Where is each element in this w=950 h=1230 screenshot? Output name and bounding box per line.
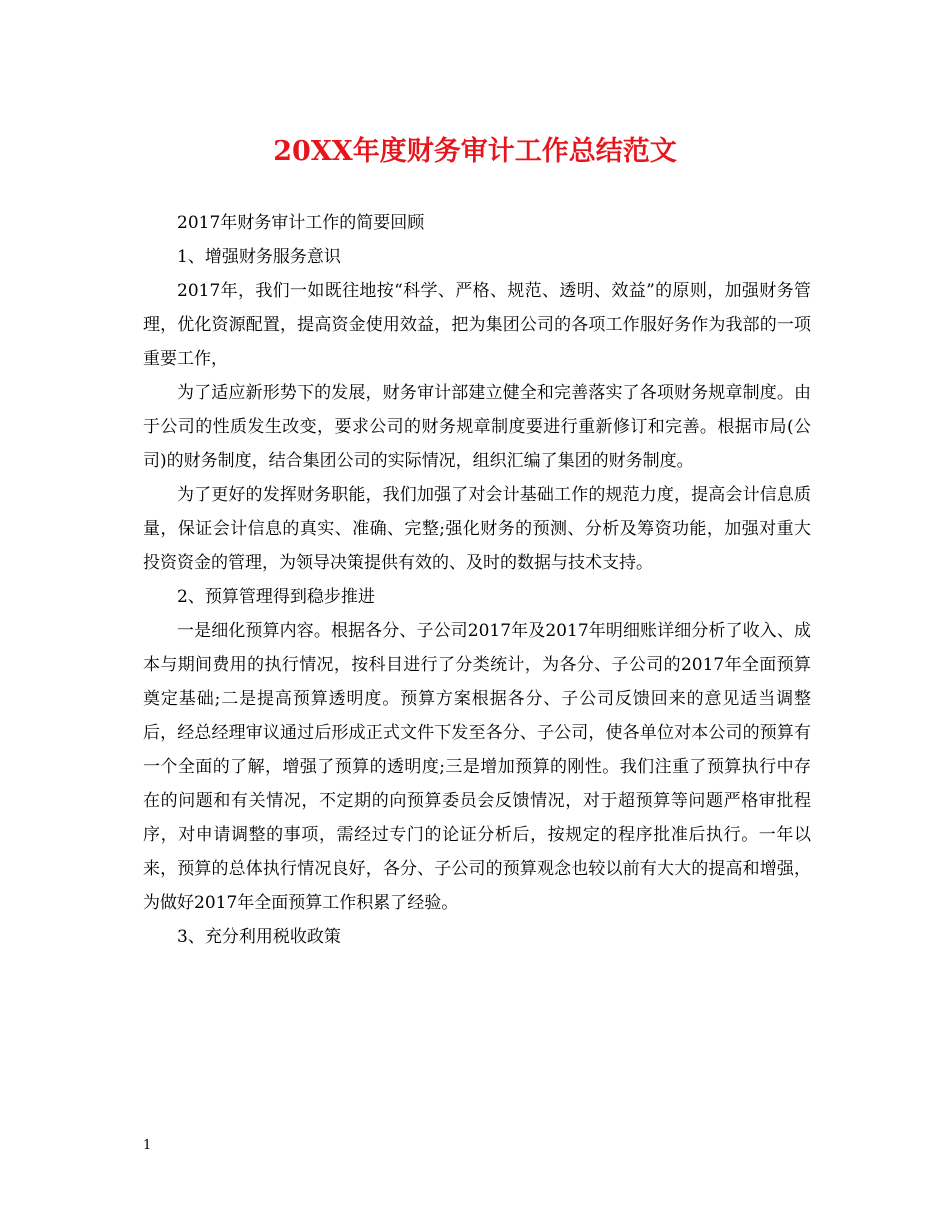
page-number: 1 — [143, 1138, 152, 1153]
paragraph-section-2-text: 一是细化预算内容。根据各分、子公司2017年及2017年明细账详细分析了收入、成本与期间费用的执行情况，按科目进行了分类统计，为各分、子公司的2017年全面预算奠定基础;二是提高预算透明度。预算方案根据各分、子公司反馈回来的意见适当调整后，经总经理审议通过后形成正式文件下发至各分、子公司，使各单位对本公司的预算有一个全面的了解，增强了预算的透明度;三是增加预算的刚性。我们注重了预算执行中存在的问题和有关情况，不定期的向预算委员会反馈情况，对于超预算等问题严格审批程序，对申请调整的事项，需经过专门的论证分析后，按规定的程序批准后执行。一年以来，预算的总体执行情况良好，各分、子公司的预算观念也较以前有大大的提高和增强，为做好2017年全面预算工作积累了经验。 — [143, 621, 811, 913]
paragraph-section-2-heading: 2、预算管理得到稳步推进 — [177, 587, 375, 607]
paragraph-review-heading: 2017年财务审计工作的简要回顾 — [177, 213, 425, 233]
document-title: 20XX年度财务审计工作总结范文 — [273, 136, 677, 167]
paragraph-section-1-heading: 1、增强财务服务意识 — [177, 247, 341, 267]
paragraph-section-1-text-3: 为了更好的发挥财务职能，我们加强了对会计基础工作的规范力度，提高会计信息质量，保证会计信息的真实、准确、完整;强化财务的预测、分析及筹资功能，加强对重大投资资金的管理，为领导决策提供有效的、及时的数据与技术支持。 — [143, 485, 811, 573]
document-body — [143, 206, 811, 954]
paragraph-section-3-heading: 3、充分利用税收政策 — [177, 927, 341, 947]
paragraph-section-1-text-2: 为了适应新形势下的发展，财务审计部建立健全和完善落实了各项财务规章制度。由于公司的性质发生改变，要求公司的财务规章制度要进行重新修订和完善。根据市局(公司)的财务制度，结合集团公司的实际情况，组织汇编了集团的财务制度。 — [143, 383, 811, 471]
paragraph-section-1-text-1: 2017年，我们一如既往地按“科学、严格、规范、透明、效益”的原则，加强财务管理，优化资源配置，提高资金使用效益，把为集团公司的各项工作服好务作为我部的一项重要工作， — [143, 281, 811, 369]
